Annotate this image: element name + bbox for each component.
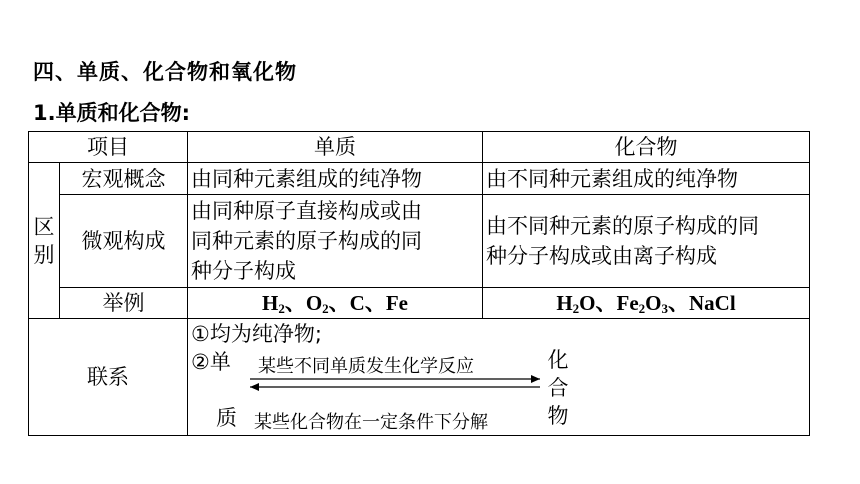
- cell-macro-element: 由同种元素组成的纯净物: [188, 163, 483, 195]
- cell-relation: [188, 319, 810, 436]
- table-header-row: [29, 132, 810, 163]
- table-row: [29, 288, 810, 319]
- cell-example-element: $H_2$、$O_2$、C、Fe: [188, 288, 483, 319]
- section-heading: 四、单质、化合物和氧化物: [33, 60, 297, 84]
- relation-prefix-element: ②单: [191, 350, 231, 374]
- row-label-example: 举例: [60, 288, 188, 319]
- row-label-micro: 微观构成: [60, 195, 188, 288]
- relation-line-1: ①均为纯净物;: [191, 322, 322, 346]
- arrow-label-decompose: 某些化合物在一定条件下分解: [254, 412, 488, 433]
- cell-example-compound: $H_2O$、$Fe_2O_3$、NaCl: [483, 288, 810, 319]
- table-row: [29, 195, 810, 288]
- subsection-heading: 1.单质和化合物:: [33, 101, 190, 125]
- row-label-macro: 宏观概念: [60, 163, 188, 195]
- cell-macro-compound: 由不同种元素组成的纯净物: [483, 163, 810, 195]
- relation-compound-2: 合: [547, 376, 569, 400]
- double-arrow-icon: [188, 319, 808, 435]
- relation-compound-3: 物: [547, 404, 569, 428]
- group-label: 区 别: [29, 163, 60, 319]
- cell-micro-compound: 由不同种元素的原子构成的同 种分子构成或由离子构成: [483, 195, 810, 288]
- relation-compound-1: 化: [547, 348, 569, 372]
- arrow-label-reaction: 某些不同单质发生化学反应: [258, 356, 474, 377]
- table-row: [29, 163, 810, 195]
- header-item: 项目: [29, 132, 188, 163]
- row-label-relation: 联系: [29, 319, 188, 436]
- cell-micro-element: 由同种原子直接构成或由 同种元素的原子构成的同 种分子构成: [188, 195, 483, 288]
- header-compound: 化合物: [483, 132, 810, 163]
- header-element: 单质: [188, 132, 483, 163]
- comparison-table: [28, 131, 810, 436]
- relation-prefix-element-2: 质: [216, 406, 237, 430]
- table-row: [29, 319, 810, 436]
